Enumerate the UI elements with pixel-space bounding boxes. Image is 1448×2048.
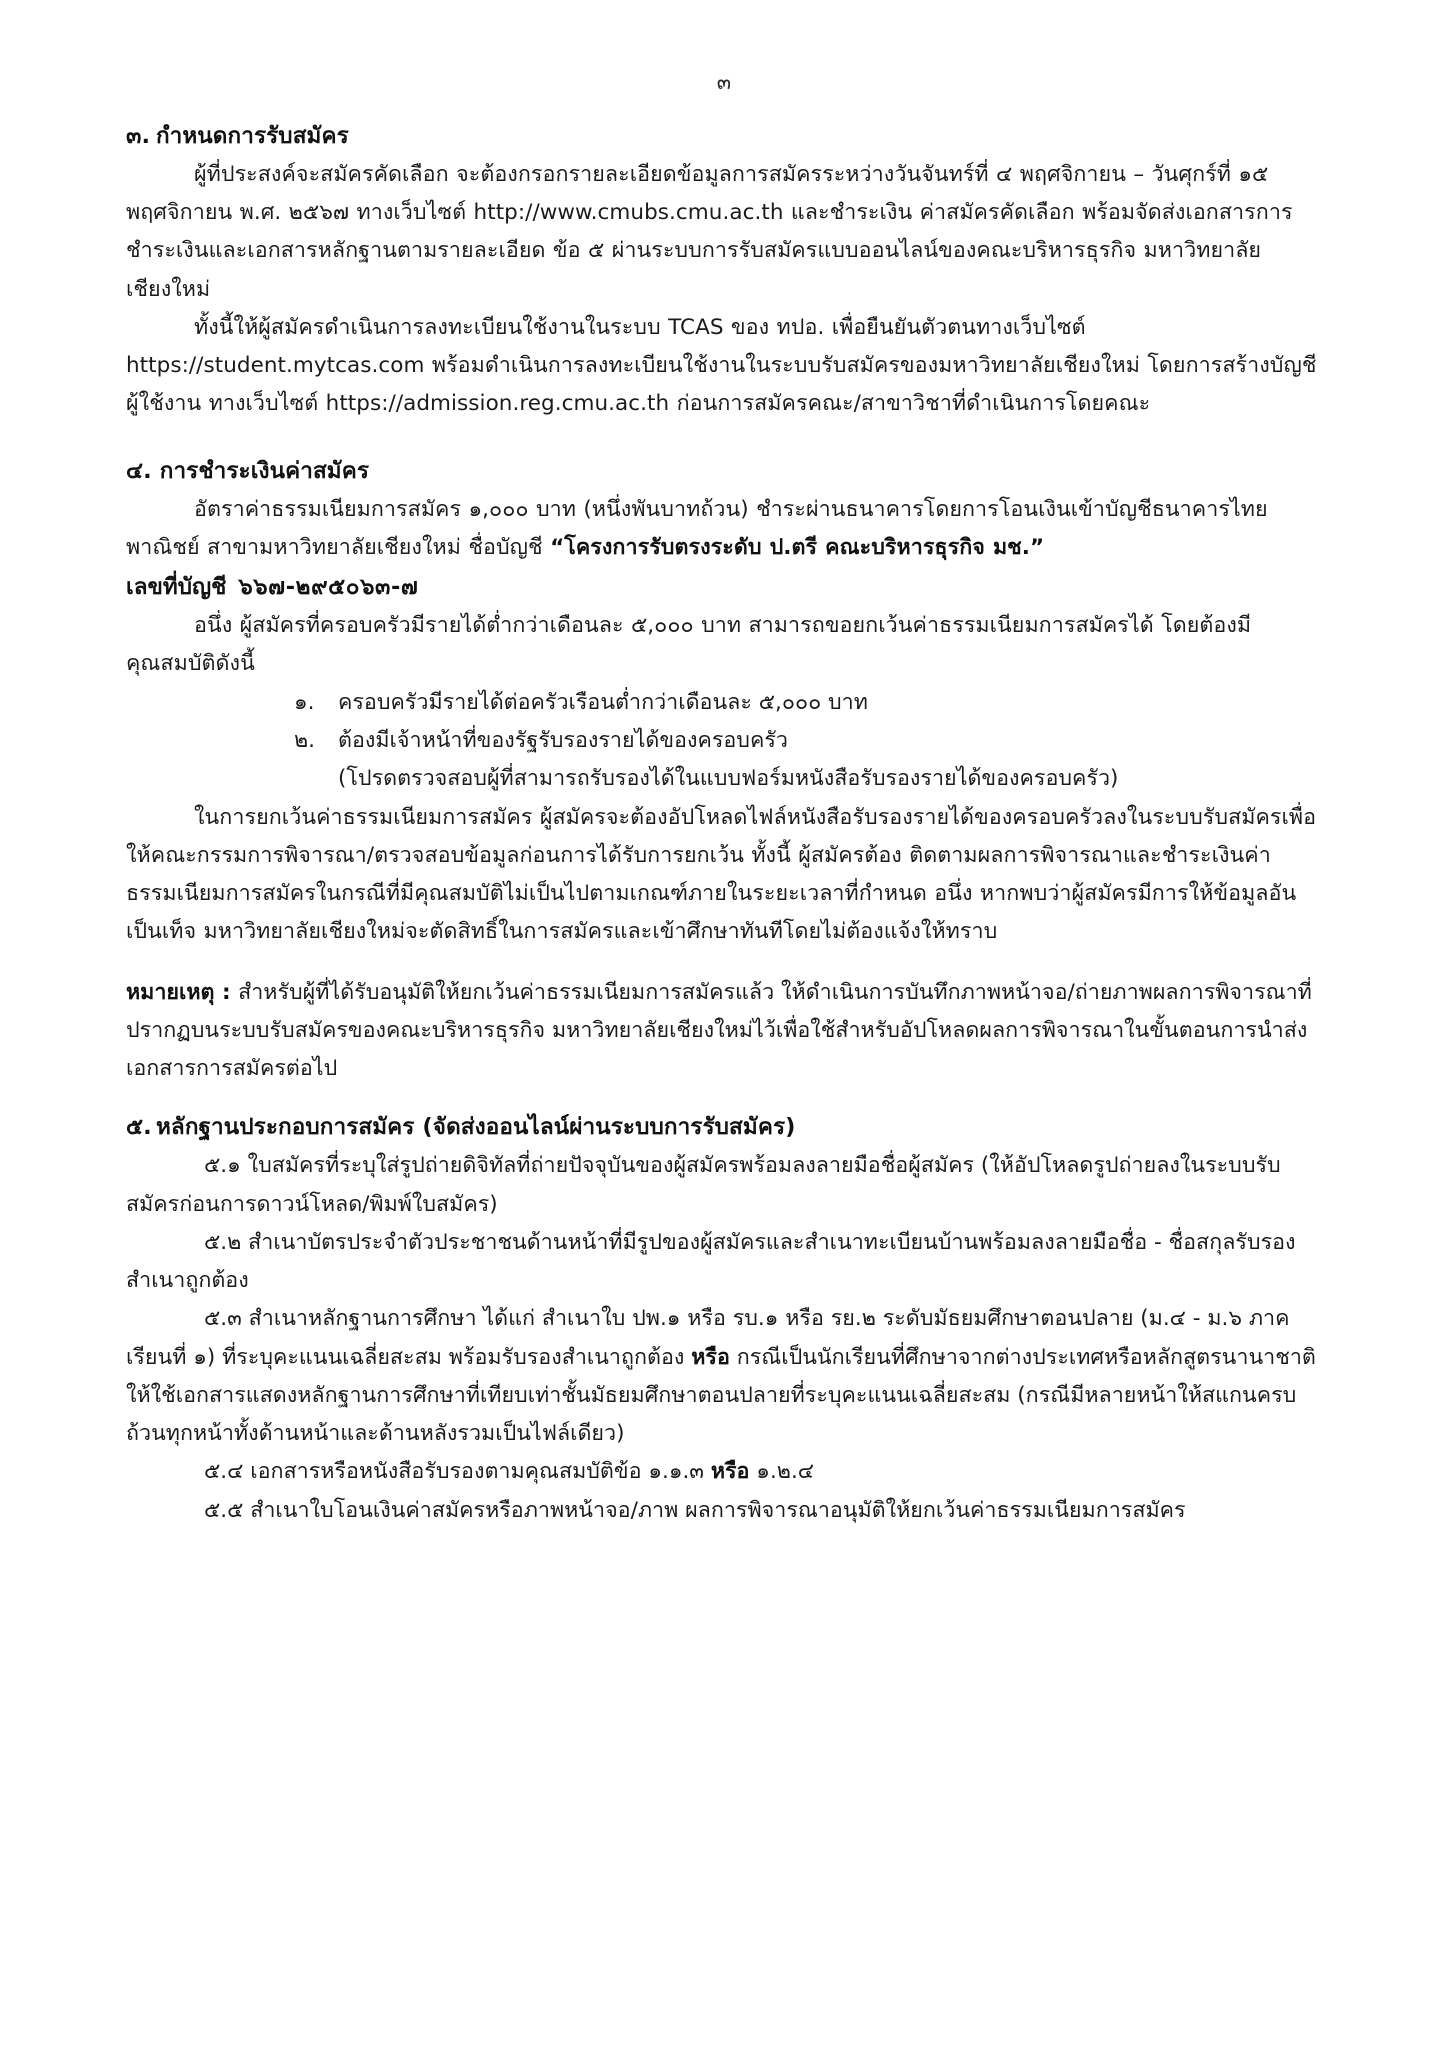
bank-account-number: ๖๖๗-๒๙๕๐๖๓-๗ [238,574,419,601]
section-4-number: ๔. [126,457,152,484]
document-item-5-3-number: ๕.๓ [204,1306,242,1332]
remark-separator: : [214,979,239,1005]
document-item-5-2 [126,1224,1322,1301]
document-item-5-5 [126,1492,1322,1530]
spacer [126,952,1322,974]
section-3-heading [126,119,1322,154]
section-4-title: การชำระเงินค่าสมัคร [159,457,370,484]
section-4-paragraph-1 [126,491,1322,568]
page-number: ๓ [716,70,732,94]
remark-text: สำหรับผู้ที่ได้รับอนุมัติให้ยกเว้นค่าธรรมเนียมการสมัครแล้ว ให้ดำเนินการบันทึกภาพหน้าจอ/ถ่ายภาพผลการพิจารณาที่ปรากฏบนระบบรับสมัครของคณะบริหารธุรกิจ มหาวิทยาลัยเชียงใหม่ไว้เพื่อใช้สำหรับอัปโหลดผลการพิจารณาในขั้นตอนการนำส่งเอกสารการสมัครต่อไป [126,979,1312,1082]
section-3-paragraph-2: ทั้งนี้ให้ผู้สมัครดำเนินการลงทะเบียนใช้งานในระบบ TCAS ของ ทปอ. เพื่อยืนยันตัวตนทางเว็บไซต์ https://student.mytcas.com พร้อมดำเนินการลงทะเบียนใช้งานในระบบรับสมัครของมหาวิทยาลัยเชียงใหม่ โดยการสร้างบัญชีผู้ใช้งาน ทางเว็บไซต์ https://admission.reg.cmu.ac.th ก่อนการสมัครคณะ/สาขาวิชาที่ดำเนินการโดยคณะ [126,314,1317,417]
document-item-5-5-text: สำเนาใบโอนเงินค่าสมัครหรือภาพหน้าจอ/ภาพ ผลการพิจารณาอนุมัติให้ยกเว้นค่าธรรมเนียมการสมัคร [250,1497,1186,1523]
document-item-5-2-text: สำเนาบัตรประจำตัวประชาชนด้านหน้าที่มีรูปของผู้สมัครและสำเนาทะเบียนบ้านพร้อมลงลายมือชื่อ - ชื่อสกุลรับรองสำเนาถูกต้อง [126,1229,1296,1294]
document-item-5-3-text-part-2: กรณีเป็นนักเรียนที่ศึกษาจากต่างประเทศหรือหลักสูตรนานาชาติ ให้ใช้เอกสารแสดงหลักฐานการศึกษาที่เทียบเท่าชั้นมัธยมศึกษาตอนปลายที่ระบุคะแนนเฉลี่ยสะสม (กรณีมีหลายหน้าให้สแกนครบถ้วนทุกหน้าทั้งด้านหน้าและด้านหลังรวมเป็นไฟล์เดียว) [126,1344,1316,1447]
document-item-5-4-number: ๕.๔ [204,1459,244,1485]
spacer [126,424,1322,454]
qualification-note: (โปรดตรวจสอบผู้ที่สามารถรับรองได้ในแบบฟอร์มหนังสือรับรองรายได้ของครอบครัว) [338,766,1119,792]
bank-account-name: “โครงการรับตรงระดับ ป.ตรี คณะบริหารธุรกิจ มช.” [550,534,1045,560]
document-item-5-4 [126,1453,1322,1491]
document-item-5-2-number: ๕.๒ [204,1229,242,1255]
document-item-5-3-text-part-1: สำเนาหลักฐานการศึกษา ได้แก่ สำเนาใบ ปพ.๑ หรือ รบ.๑ หรือ รย.๒ ระดับมัธยมศึกษาตอนปลาย (ม.๔ - ม.๖ ภาคเรียนที่ ๑) ที่ระบุคะแนนเฉลี่ยสะสม พร้อมรับรองสำเนาถูกต้อง [126,1306,1290,1370]
bank-account-line [126,567,1322,607]
document-item-5-1-number: ๕.๑ [204,1153,241,1179]
section-5-title: หลักฐานประกอบการสมัคร (จัดส่งออนไลน์ผ่านระบบการรับสมัคร) [156,1114,796,1141]
section-4-paragraph-2: อนึ่ง ผู้สมัครที่ครอบครัวมีรายได้ต่ำกว่าเดือนละ ๕,๐๐๐ บาท สามารถขอยกเว้นค่าธรรมเนียมการสมัครได้ โดยต้องมีคุณสมบัติดังนี้ [126,613,1252,677]
qualification-item-1-text: ครอบครัวมีรายได้ต่อครัวเรือนต่ำกว่าเดือนละ ๕,๐๐๐ บาท [338,689,868,715]
document-item-5-3 [126,1300,1322,1453]
section-4-paragraph-3: ในการยกเว้นค่าธรรมเนียมการสมัคร ผู้สมัครจะต้องอัปโหลดไฟล์หนังสือรับรองรายได้ของครอบครัวลงในระบบรับสมัครเพื่อให้คณะกรรมการพิจารณา/ตรวจสอบข้อมูลก่อนการได้รับการยกเว้น ทั้งนี้ ผู้สมัครต้อง ติดตามผลการพิจารณาและชำระเงินค่าธรรมเนียมการสมัครในกรณีที่มีคุณสมบัติไม่เป็นไปตามเกณฑ์ภายในระยะเวลาที่กำหนด อนึ่ง หากพบว่าผู้สมัครมีการให้ข้อมูลอันเป็นเท็จ มหาวิทยาลัยเชียงใหม่จะตัดสิทธิ์ในการสมัครและเข้าศึกษาทันทีโดยไม่ต้องแจ้งให้ทราบ [126,804,1317,945]
document-item-5-1 [126,1147,1322,1224]
section-3-title: กำหนดการรับสมัคร [156,123,349,149]
document-item-5-4-text-part-2: ๑.๒.๔ [749,1459,815,1485]
remark-label: หมายเหตุ [126,979,215,1005]
document-item-5-4-text-part-1: เอกสารหรือหนังสือรับรองตามคุณสมบัติข้อ ๑.๑.๓ [250,1459,711,1485]
section-5-number: ๕. [126,1114,152,1141]
section-3-paragraph-1: ผู้ที่ประสงค์จะสมัครคัดเลือก จะต้องกรอกรายละเอียดข้อมูลการสมัครระหว่างวันจันทร์ที่ ๔ พฤศจิกายน – วันศุกร์ที่ ๑๕ พฤศจิกายน พ.ศ. ๒๕๖๗ ทางเว็บไซต์ http://www.cmubs.cmu.ac.th และชำระเงิน ค่าสมัครคัดเลือก พร้อมจัดส่งเอกสารการชำระเงินและเอกสารหลักฐานตามรายละเอียด ข้อ ๕ ผ่านระบบการรับสมัครแบบออนไลน์ของคณะบริหารธุรกิจ มหาวิทยาลัยเชียงใหม่ [126,161,1293,302]
qualification-item-1-number: ๑. [294,689,315,715]
qualification-item-2-text: ต้องมีเจ้าหน้าที่ของรัฐรับรองรายได้ของครอบครัว [338,727,788,753]
section-4-heading [126,454,1322,489]
document-item-5-5-number: ๕.๕ [204,1497,244,1523]
fee-description-text: อัตราค่าธรรมเนียมการสมัคร ๑,๐๐๐ บาท (หนึ่งพันบาทถ้วน) ชำระผ่านธนาคารโดยการโอนเงินเข้าบัญชีธนาคารไทยพาณิชย์ สาขามหาวิทยาลัยเชียงใหม่ ชื่อบัญชี [126,496,1268,560]
qualification-item-1 [126,684,1322,722]
section-3-number: ๓. [126,123,151,149]
qualification-item-2-number: ๒. [294,727,316,753]
document-item-5-1-text: ใบสมัครที่ระบุใส่รูปถ่ายดิจิทัลที่ถ่ายปัจจุบันของผู้สมัครพร้อมลงลายมือชื่อผู้สมัคร (ให้อัปโหลดรูปถ่ายลงในระบบรับสมัครก่อนการดาวน์โหลด/พิมพ์ใบสมัคร) [126,1153,1281,1217]
qualification-item-2 [126,722,1322,760]
remark-block [126,974,1322,1089]
document-item-5-4-or-keyword: หรือ [710,1459,750,1485]
bank-account-label: เลขที่บัญชี [126,574,227,601]
section-5-heading [126,1110,1322,1145]
spacer [126,1088,1322,1110]
document-item-5-3-or-keyword: หรือ [691,1344,730,1370]
